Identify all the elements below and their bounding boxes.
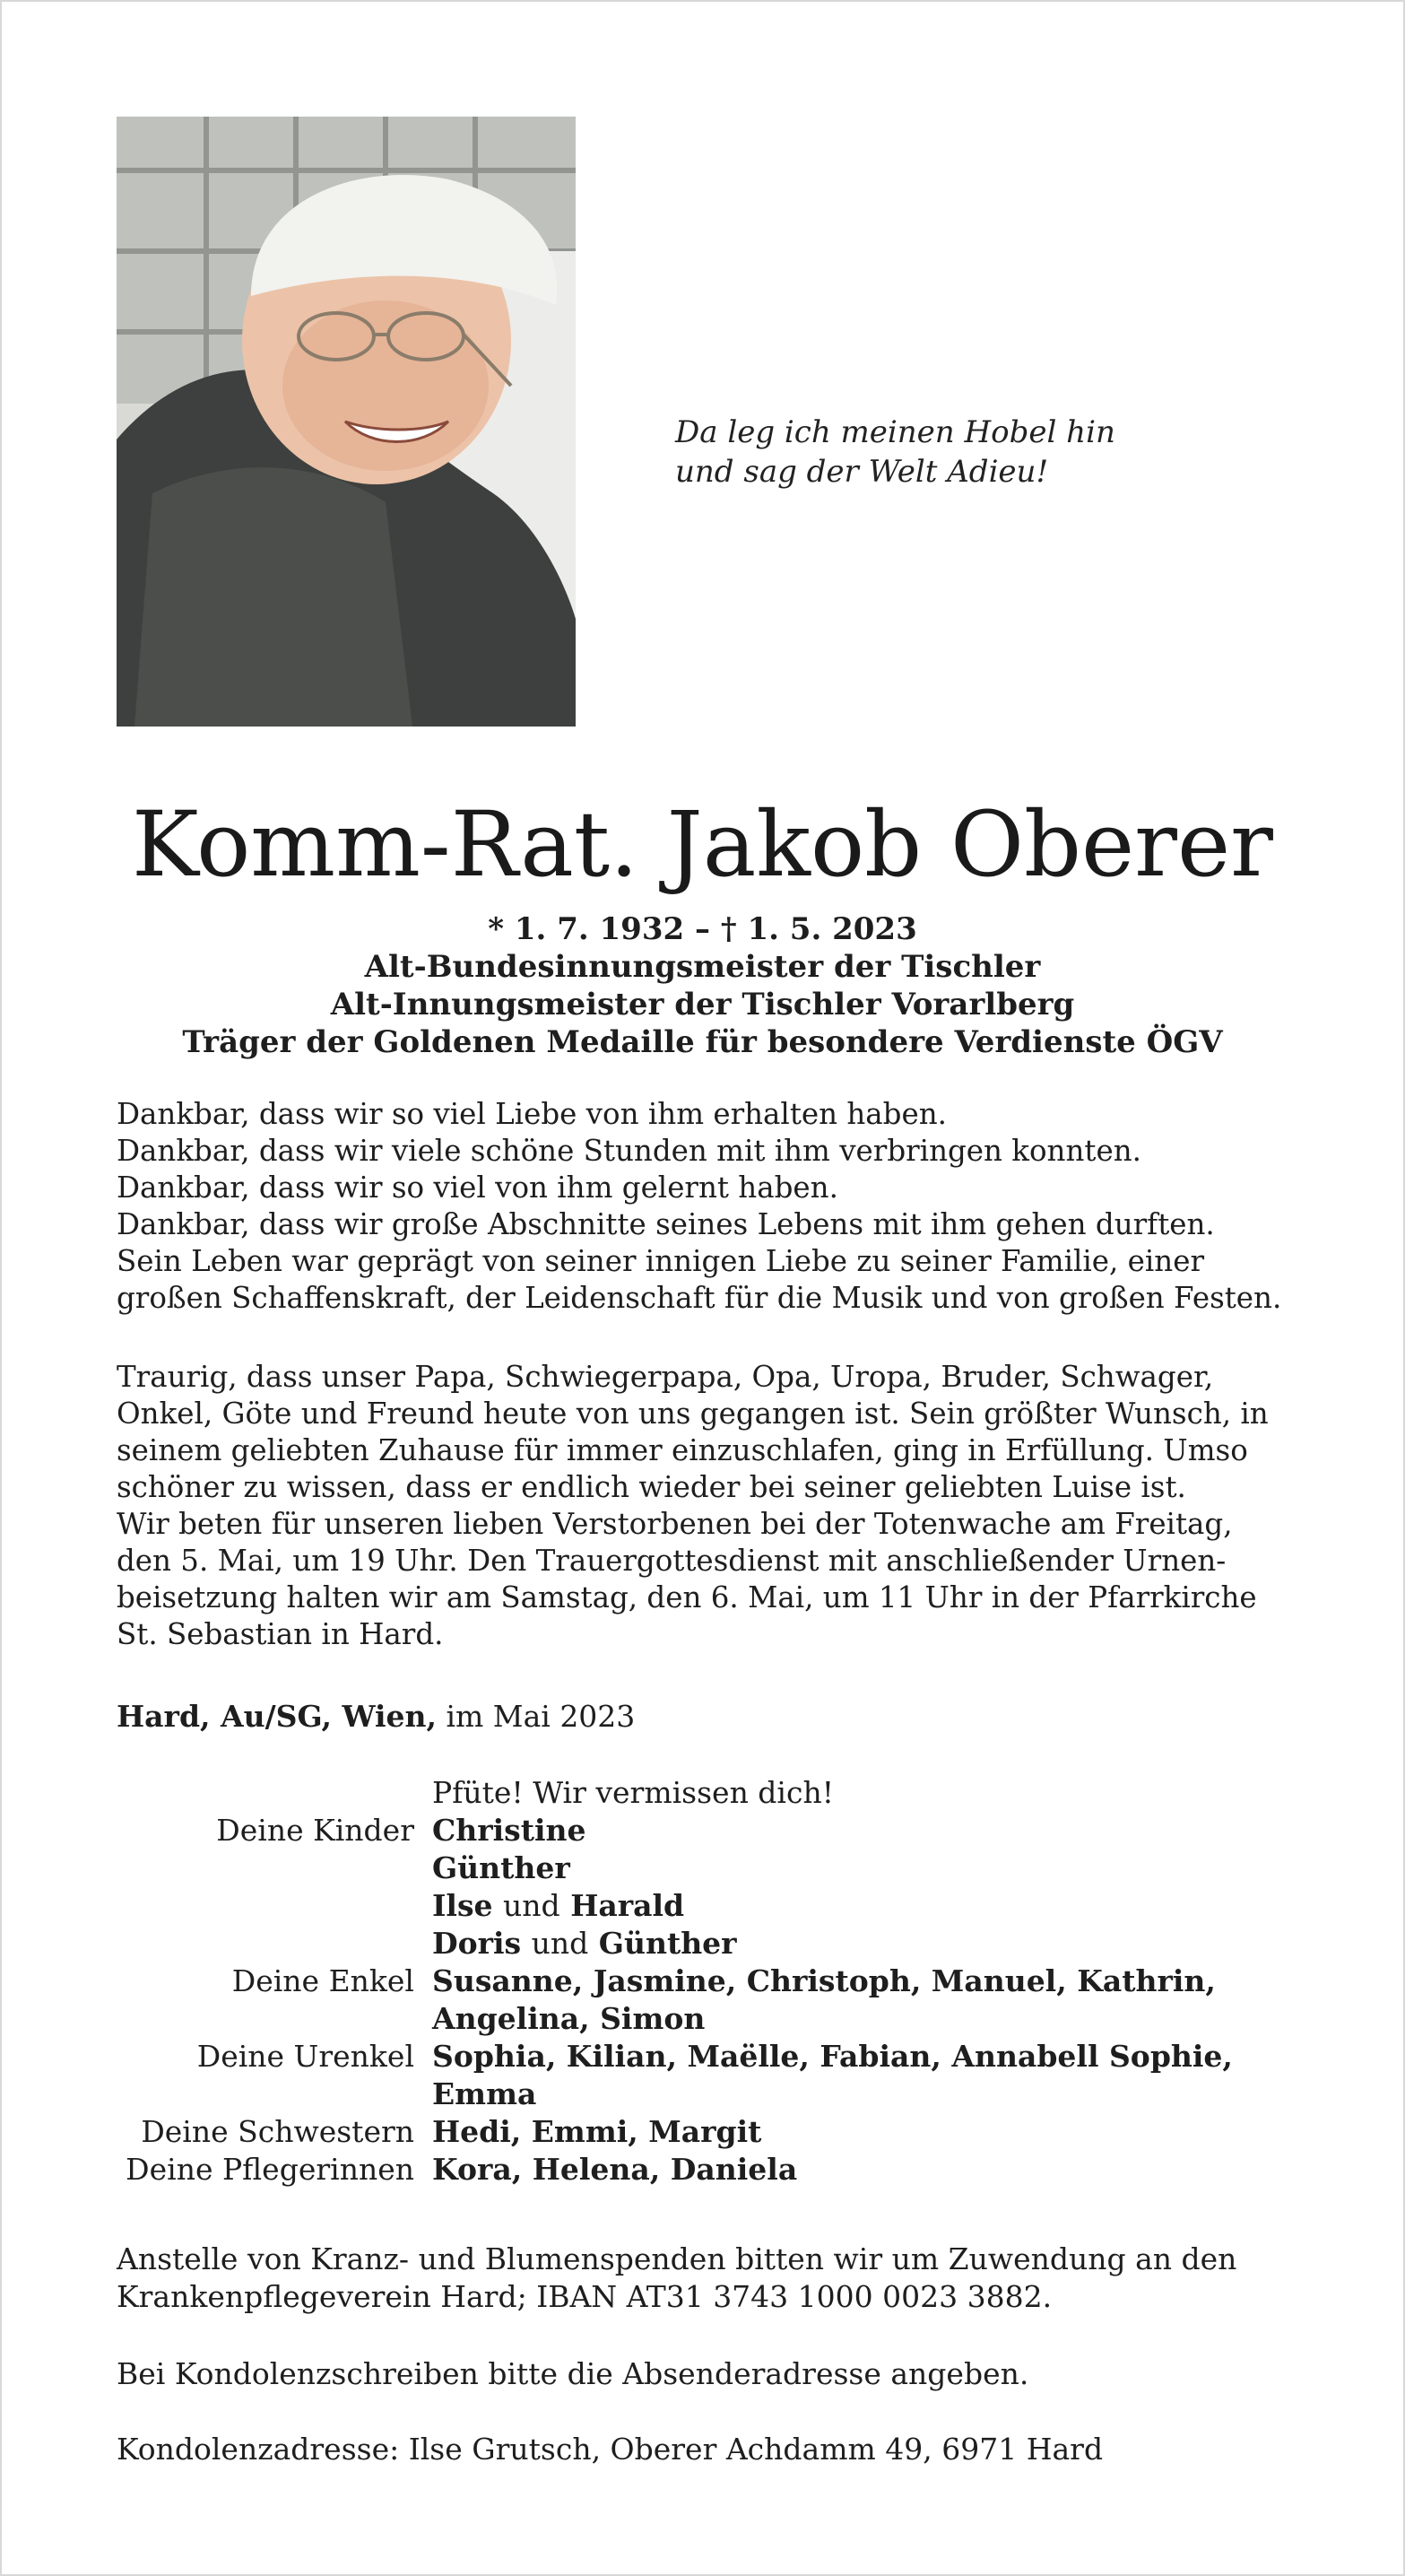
family-row-kinder xyxy=(0,1812,1405,1849)
text-line: Dankbar, dass wir große Abschnitte seines Lebens mit ihm gehen durften. xyxy=(117,1207,1215,1241)
text-line: Traurig, dass unser Papa, Schwiegerpapa, Opa, Uropa, Bruder, Schwager, xyxy=(117,1360,1214,1394)
family-names xyxy=(432,1925,737,1962)
title-line-2: Alt-Innungsmeister der Tischler Vorarlberg xyxy=(330,987,1075,1023)
family-names: Sophia, Kilian, Maëlle, Fabian, Annabell Sophie, xyxy=(432,2039,1233,2074)
text-line: Dankbar, dass wir viele schöne Stunden mit ihm verbringen konnten. xyxy=(117,1134,1141,1168)
places: Hard, Au/SG, Wien, xyxy=(117,1699,437,1734)
family-row-enkel xyxy=(0,1962,1405,2000)
text-line: großen Schaffenskraft, der Leidenschaft für die Musik und von großen Festen. xyxy=(117,1281,1282,1315)
life-dates: * 1. 7. 1932 – † 1. 5. 2023 xyxy=(488,911,917,947)
name: Ilse xyxy=(432,1888,493,1923)
conjunction: und xyxy=(503,1888,560,1923)
family-names: Kora, Helena, Daniela xyxy=(432,2152,798,2187)
family-row xyxy=(0,1925,1405,1962)
family-row xyxy=(0,1887,1405,1925)
text-line: Wir beten für unseren lieben Verstorbenen bei der Totenwache am Freitag, xyxy=(117,1507,1233,1541)
text-line: beisetzung halten wir am Samstag, den 6. Mai, um 11 Uhr in der Pfarrkirche xyxy=(117,1580,1257,1614)
family-names: Christine xyxy=(432,1813,586,1848)
condolence-note: Bei Kondolenzschreiben bitte die Absenderadresse angeben. xyxy=(117,2356,1029,2391)
name: Günther xyxy=(598,1926,737,1961)
name: Harald xyxy=(570,1888,685,1923)
text-line: den 5. Mai, um 19 Uhr. Den Trauergottesdienst mit anschließender Urnen- xyxy=(117,1544,1227,1578)
gratitude-paragraph xyxy=(117,1096,1291,1317)
family-row-schwestern xyxy=(0,2113,1405,2151)
place-and-date xyxy=(117,1698,635,1736)
family-names: Günther xyxy=(432,1850,570,1885)
name: Doris xyxy=(432,1926,522,1961)
text-line: St. Sebastian in Hard. xyxy=(117,1617,444,1651)
text-line: schöner zu wissen, dass er endlich wieder bei seiner geliebten Luise ist. xyxy=(117,1470,1186,1504)
donation-line-1: Anstelle von Kranz- und Blumenspenden bitten wir um Zuwendung an den xyxy=(117,2241,1237,2276)
family-label: Deine Urenkel xyxy=(196,2039,414,2074)
quote xyxy=(675,413,1115,492)
condolence-address: Kondolenzadresse: Ilse Grutsch, Oberer Achdamm 49, 6971 Hard xyxy=(117,2432,1104,2467)
family-names: Angelina, Simon xyxy=(432,2001,706,2036)
signoff: Pfüte! Wir vermissen dich! xyxy=(432,1775,834,1810)
title-line-3: Träger der Goldenen Medaille für besondere Verdienste ÖGV xyxy=(182,1024,1223,1060)
family-row xyxy=(0,1849,1405,1887)
deceased-info xyxy=(0,910,1405,1061)
quote-line-2: und sag der Welt Adieu! xyxy=(675,454,1049,490)
family-names xyxy=(432,1887,684,1925)
title-line-1: Alt-Bundesinnungsmeister der Tischler xyxy=(364,949,1041,985)
family-label: Deine Schwestern xyxy=(141,2114,414,2149)
donation-line-2: Krankenpflegeverein Hard; IBAN AT31 3743 1000 0023 3882. xyxy=(117,2279,1053,2314)
family-names: Emma xyxy=(432,2076,537,2111)
family-label: Deine Pflegerinnen xyxy=(126,2152,414,2187)
family-row xyxy=(0,2000,1405,2038)
family-label: Deine Enkel xyxy=(231,1963,414,1998)
text-line: Onkel, Göte und Freund heute von uns gegangen ist. Sein größter Wunsch, in xyxy=(117,1397,1269,1431)
text-line: seinem geliebten Zuhause für immer einzuschlafen, ging in Erfüllung. Umso xyxy=(117,1433,1248,1467)
family-list xyxy=(0,1812,1405,2189)
family-row xyxy=(0,2076,1405,2113)
family-row-pflegerinnen xyxy=(0,2151,1405,2189)
text-line: Dankbar, dass wir so viel von ihm gelernt haben. xyxy=(117,1171,838,1205)
family-names: Susanne, Jasmine, Christoph, Manuel, Kathrin, xyxy=(432,1963,1216,1998)
portrait-photo xyxy=(117,117,576,727)
quote-line-1: Da leg ich meinen Hobel hin xyxy=(675,414,1115,450)
family-row-urenkel xyxy=(0,2038,1405,2076)
family-names: Hedi, Emmi, Margit xyxy=(432,2114,762,2149)
mourning-paragraph xyxy=(117,1359,1291,1653)
conjunction: und xyxy=(531,1926,589,1961)
deceased-name: Komm-Rat. Jakob Oberer xyxy=(132,792,1273,897)
date: im Mai 2023 xyxy=(446,1699,636,1734)
text-line: Dankbar, dass wir so viel Liebe von ihm erhalten haben. xyxy=(117,1097,947,1131)
family-label: Deine Kinder xyxy=(216,1813,414,1848)
text-line: Sein Leben war geprägt von seiner innigen Liebe zu seiner Familie, einer xyxy=(117,1244,1205,1278)
